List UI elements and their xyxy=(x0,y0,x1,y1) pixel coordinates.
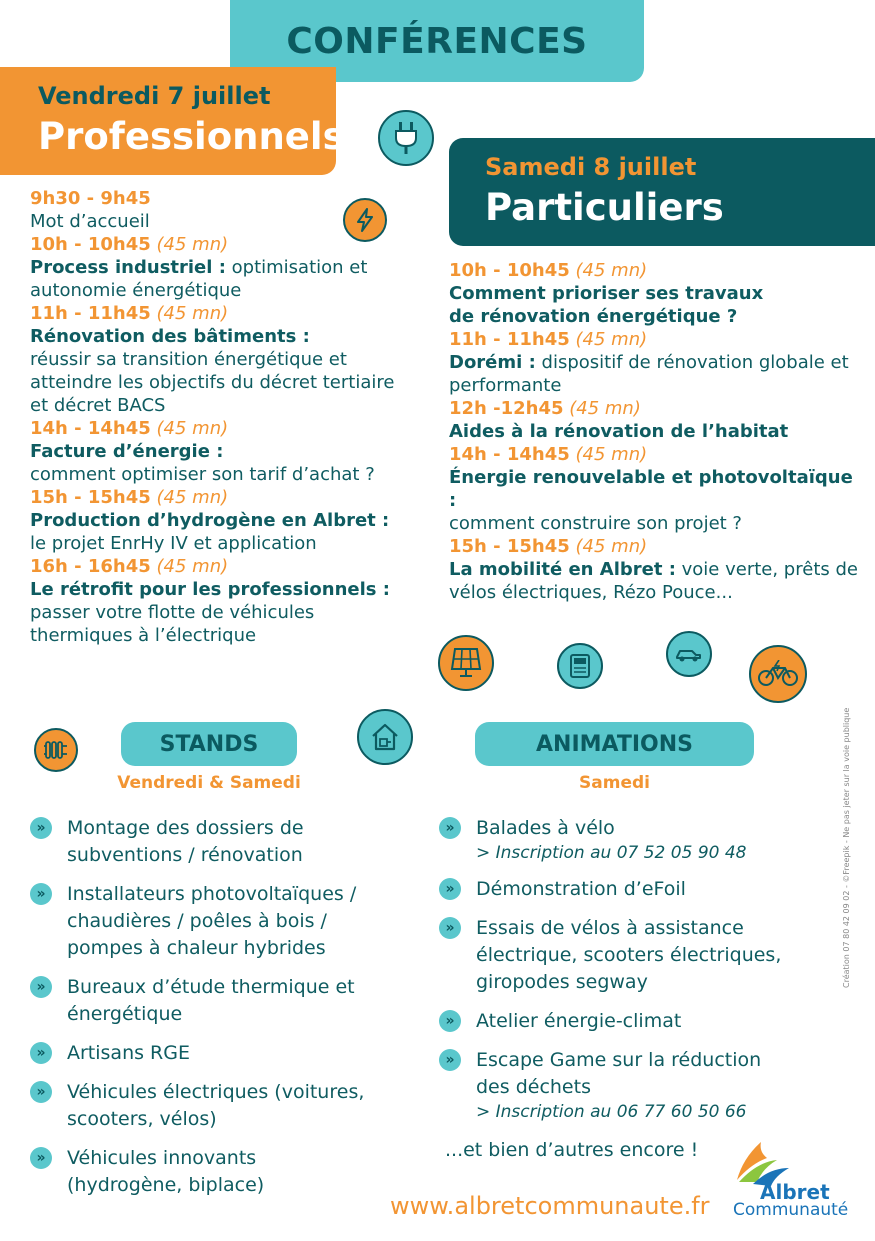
friday-header xyxy=(0,67,345,175)
list-item-text: Montage des dossiers de subventions / rénovation xyxy=(67,817,304,866)
list-item-text: Escape Game sur la réduction des déchets xyxy=(476,1049,762,1098)
list-item xyxy=(30,815,375,869)
session-time: 12h -12h45 xyxy=(449,398,564,419)
session-text: optimisation et autonomie énergétique xyxy=(30,257,368,301)
chevron-right-icon: » xyxy=(439,917,461,939)
friday-schedule xyxy=(30,187,400,647)
session-title: Rénovation des bâtiments : xyxy=(30,326,310,347)
friday-session xyxy=(30,233,400,302)
chevron-right-icon: » xyxy=(30,1042,52,1064)
list-item xyxy=(30,881,375,962)
chevron-right-icon: » xyxy=(30,817,52,839)
friday-session xyxy=(30,302,400,417)
saturday-header xyxy=(449,138,875,246)
session-title: Le rétrofit pour les professionnels : xyxy=(30,579,390,600)
animations-subtitle: Samedi xyxy=(579,773,650,793)
list-item xyxy=(30,1079,375,1133)
session-duration: (45 mn) xyxy=(156,487,229,508)
session-title: Comment prioriser ses travaux de rénovation énergétique ? xyxy=(449,283,764,327)
list-item-text: Bureaux d’étude thermique et énergétique xyxy=(67,976,355,1025)
friday-session xyxy=(30,417,400,486)
registration-note: > Inscription au 07 52 05 90 48 xyxy=(476,843,747,863)
registration-note: > Inscription au 06 77 60 50 66 xyxy=(476,1102,747,1122)
chevron-right-icon: » xyxy=(30,1081,52,1103)
list-item-text: Installateurs photovoltaïques / chaudières / poêles à bois / pompes à chaleur hybrides xyxy=(67,883,357,959)
session-time: 16h - 16h45 xyxy=(30,556,151,577)
session-time: 15h - 15h45 xyxy=(30,487,151,508)
chevron-right-icon: » xyxy=(30,883,52,905)
session-time: 10h - 10h45 xyxy=(449,260,570,281)
saturday-session xyxy=(449,443,859,535)
session-text: voie verte, prêts de vélos électriques, Rézo Pouce... xyxy=(449,559,858,603)
list-item-text: Démonstration d’eFoil xyxy=(476,878,686,900)
friday-title: Professionnels xyxy=(38,115,345,158)
session-title: Dorémi : xyxy=(449,352,536,373)
session-duration: (45 mn) xyxy=(575,536,648,557)
saturday-title: Particuliers xyxy=(485,186,724,229)
session-duration: (45 mn) xyxy=(575,260,648,281)
chevron-right-icon: » xyxy=(30,976,52,998)
more-text: ...et bien d’autres encore ! xyxy=(445,1139,699,1161)
friday-session xyxy=(30,486,400,555)
session-duration: (45 mn) xyxy=(156,556,229,577)
chevron-right-icon: » xyxy=(439,817,461,839)
session-time: 15h - 15h45 xyxy=(449,536,570,557)
session-time: 10h - 10h45 xyxy=(30,234,151,255)
credit-text: Création 07 80 42 09 02 - ©Freepik - Ne pas jeter sur la voie publique xyxy=(842,707,851,988)
website-link[interactable]: www.albretcommunaute.fr xyxy=(390,1192,710,1220)
list-item xyxy=(439,815,799,864)
stands-list xyxy=(30,815,375,1199)
list-item xyxy=(30,1145,375,1199)
list-item xyxy=(439,876,799,903)
session-time: 14h - 14h45 xyxy=(30,418,151,439)
list-item-text: Véhicules électriques (voitures, scooters, vélos) xyxy=(67,1081,365,1130)
session-text: réussir sa transition énergétique et atteindre les objectifs du décret tertiaire et décret BACS xyxy=(30,349,395,416)
session-duration: (45 mn) xyxy=(575,329,648,350)
chevron-right-icon: » xyxy=(439,1010,461,1032)
saturday-session xyxy=(449,397,859,443)
list-item-text: Atelier énergie-climat xyxy=(476,1010,682,1032)
list-item-text: Artisans RGE xyxy=(67,1042,190,1064)
session-text: comment construire son projet ? xyxy=(449,513,742,534)
list-item xyxy=(30,974,375,1028)
friday-session xyxy=(30,187,400,233)
session-title: Facture d’énergie : xyxy=(30,441,224,462)
electric-car-icon xyxy=(666,631,712,677)
saturday-session xyxy=(449,328,859,397)
saturday-date: Samedi 8 juillet xyxy=(485,153,697,181)
house-energy-icon xyxy=(357,709,413,765)
chevron-right-icon: » xyxy=(30,1147,52,1169)
logo-text-albret: Albret xyxy=(760,1180,830,1204)
list-item-text: Véhicules innovants (hydrogène, biplace) xyxy=(67,1147,265,1196)
session-time: 11h - 11h45 xyxy=(449,329,570,350)
saturday-session xyxy=(449,535,859,604)
session-title: La mobilité en Albret : xyxy=(449,559,676,580)
chevron-right-icon: » xyxy=(439,878,461,900)
list-item xyxy=(439,1047,799,1123)
session-text: dispositif de rénovation globale et performante xyxy=(449,352,849,396)
session-time: 11h - 11h45 xyxy=(30,303,151,324)
friday-date: Vendredi 7 juillet xyxy=(38,82,271,110)
session-duration: (45 mn) xyxy=(575,444,648,465)
meter-icon xyxy=(557,643,603,689)
session-text: le projet EnrHy IV et application xyxy=(30,533,317,554)
session-title: Aides à la rénovation de l’habitat xyxy=(449,421,789,442)
conferences-title: CONFÉRENCES xyxy=(286,20,588,62)
list-item-text: Balades à vélo xyxy=(476,817,615,839)
session-title: Process industriel : xyxy=(30,257,226,278)
logo-text-communaute: Communauté xyxy=(733,1200,849,1220)
session-text: comment optimiser son tarif d’achat ? xyxy=(30,464,375,485)
stands-title: STANDS xyxy=(121,722,297,766)
list-item-text: Essais de vélos à assistance électrique, scooters électriques, giropodes segway xyxy=(476,917,782,993)
session-time: 9h30 - 9h45 xyxy=(30,188,151,209)
saturday-schedule xyxy=(449,259,859,604)
session-text: Mot d’accueil xyxy=(30,211,150,232)
radiator-icon xyxy=(34,728,78,772)
animations-title: ANIMATIONS xyxy=(475,722,754,766)
session-duration: (45 mn) xyxy=(569,398,641,419)
saturday-session xyxy=(449,259,859,328)
animations-list xyxy=(439,815,799,1164)
friday-session xyxy=(30,555,400,647)
session-duration: (45 mn) xyxy=(156,303,229,324)
session-title: Énergie renouvelable et photovoltaïque : xyxy=(449,467,853,511)
session-duration: (45 mn) xyxy=(156,418,229,439)
session-title: Production d’hydrogène en Albret : xyxy=(30,510,390,531)
session-time: 14h - 14h45 xyxy=(449,444,570,465)
plug-icon xyxy=(378,110,434,166)
list-item xyxy=(30,1040,375,1067)
solar-panel-icon xyxy=(438,635,494,691)
session-text: passer votre flotte de véhicules thermiques à l’électrique xyxy=(30,602,315,646)
electric-bike-icon xyxy=(749,645,807,703)
session-duration: (45 mn) xyxy=(156,234,229,255)
stands-subtitle: Vendredi & Samedi xyxy=(117,773,301,793)
list-item xyxy=(439,1008,799,1035)
list-item xyxy=(439,915,799,996)
chevron-right-icon: » xyxy=(439,1049,461,1071)
